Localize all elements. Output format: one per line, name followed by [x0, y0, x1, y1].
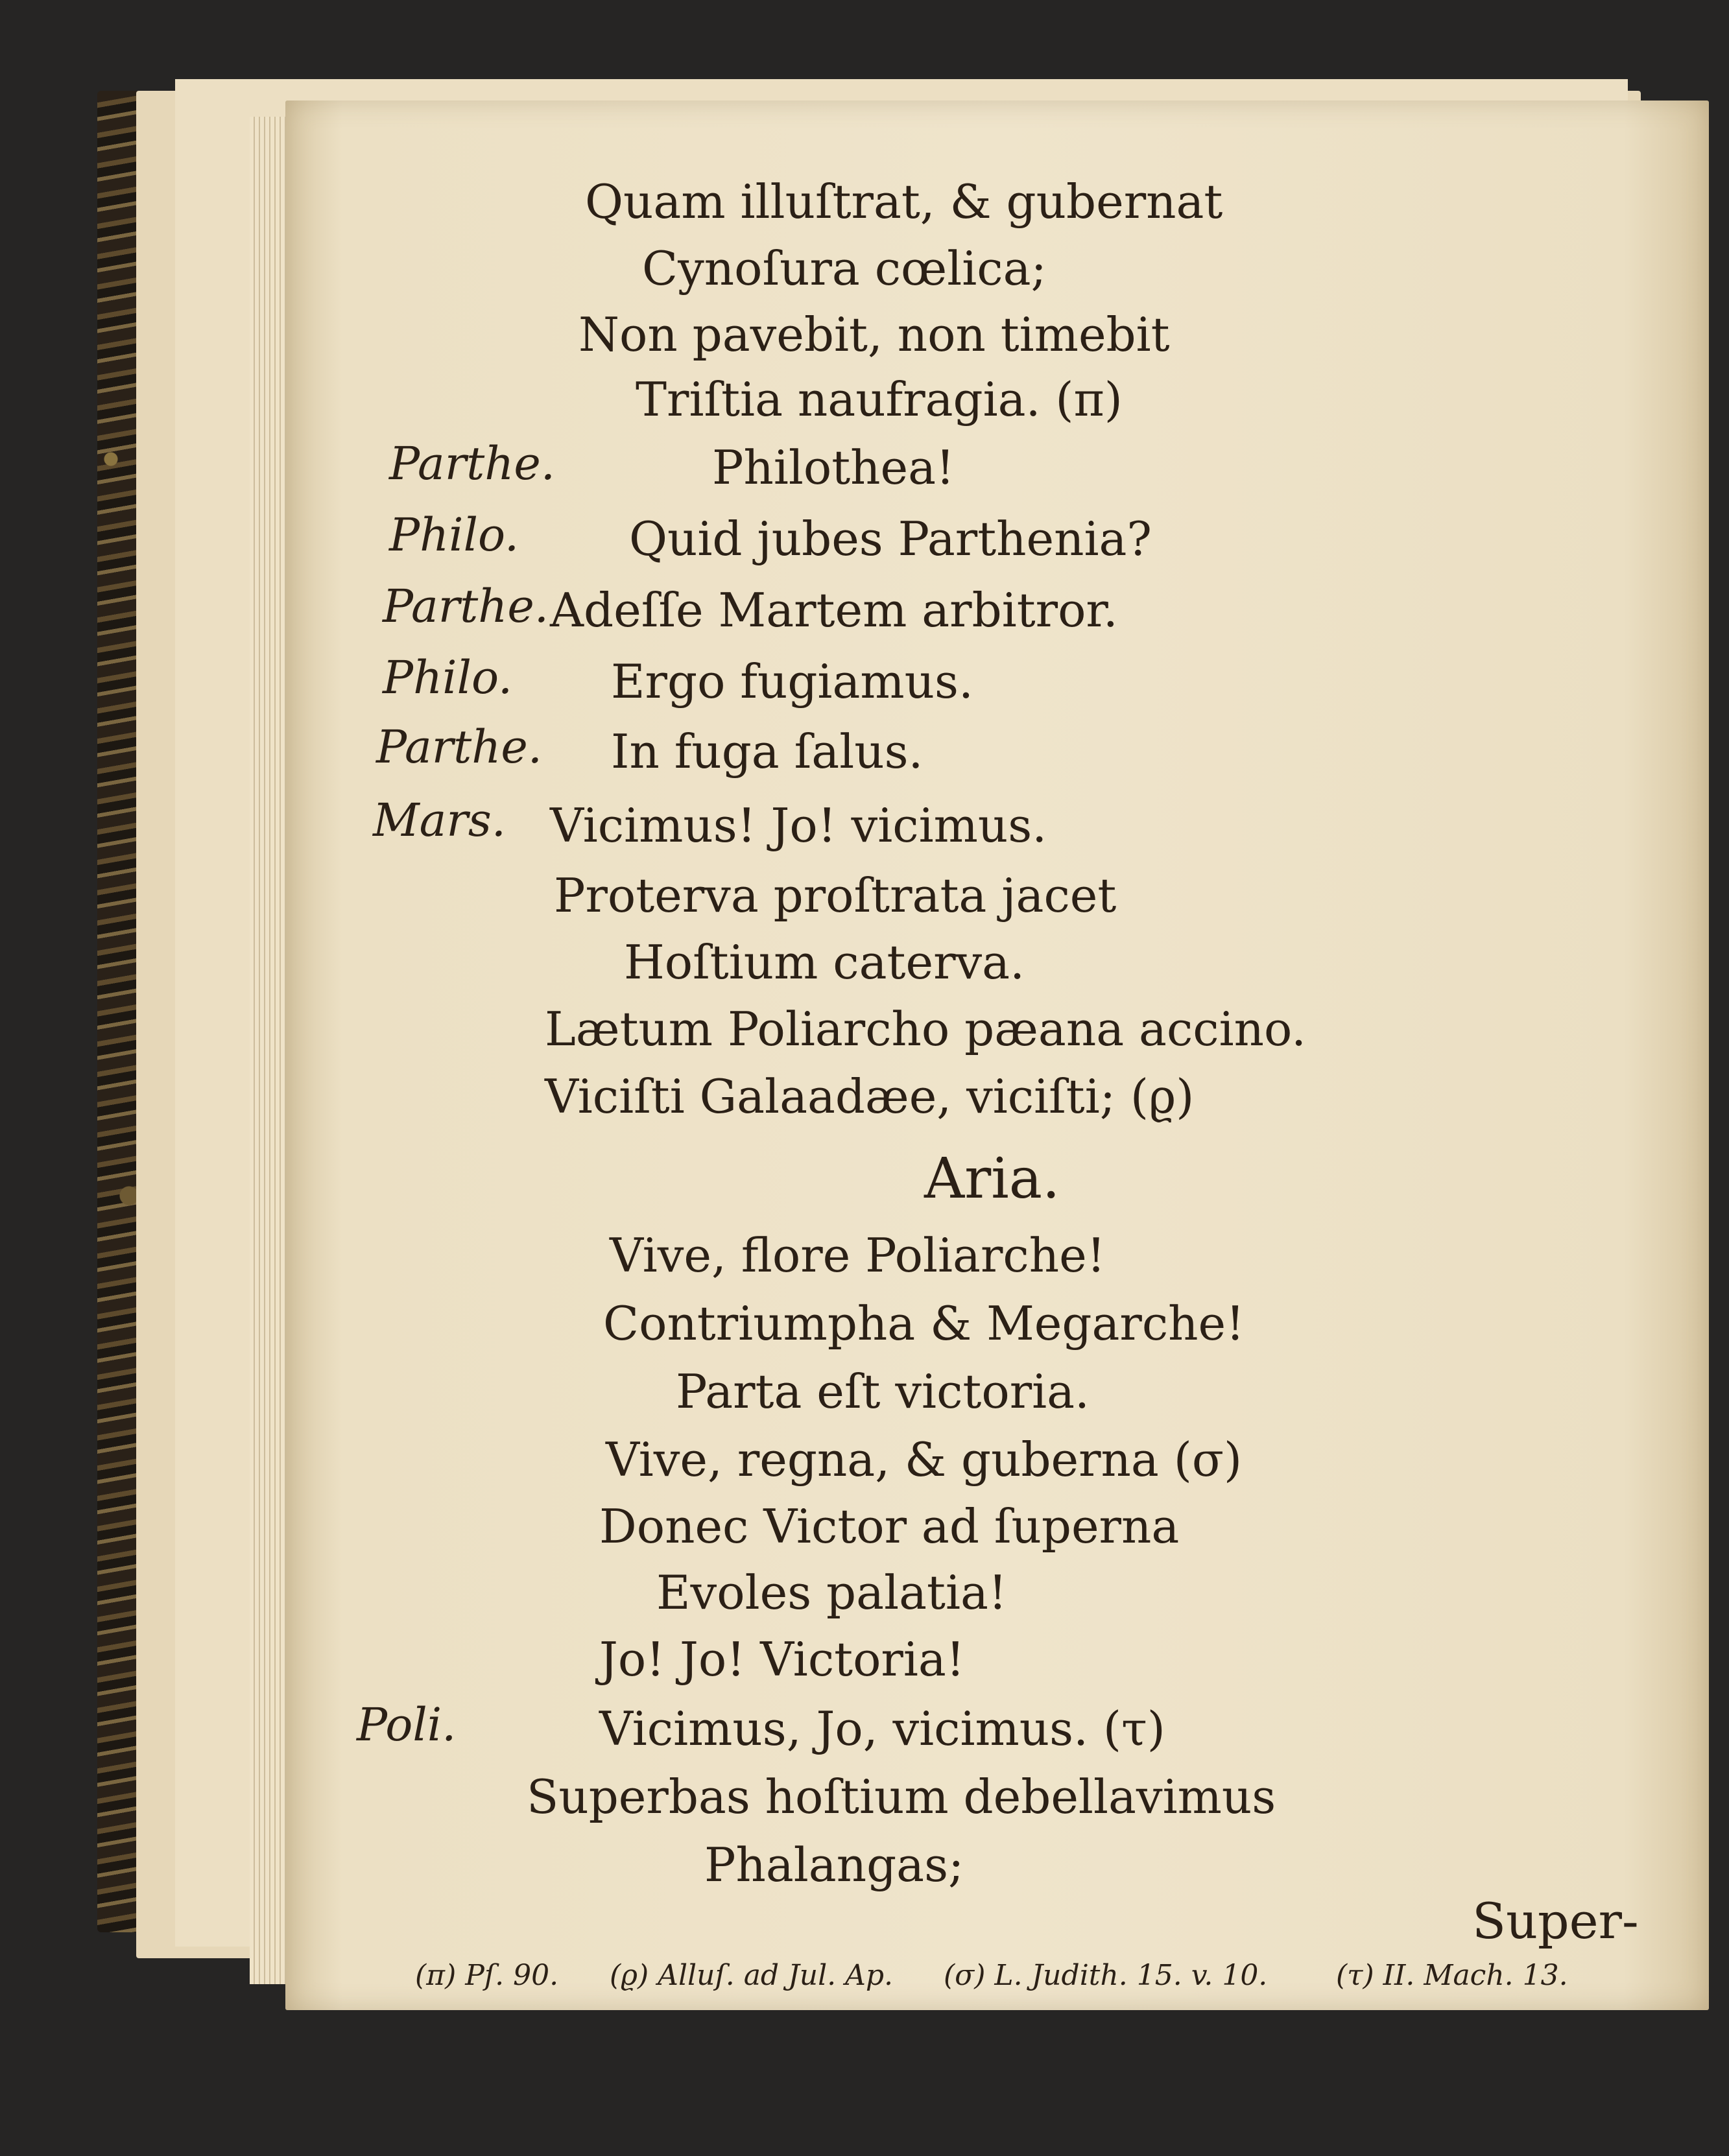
speaker-label: Poli.	[357, 1698, 457, 1751]
footnote: (τ) II. Mach. 13.	[1336, 1959, 1568, 1992]
speaker-label: Parthe.	[383, 580, 549, 633]
speaker-label: Philo.	[389, 508, 519, 562]
footnote: (ϱ) Alluſ. ad Jul. Ap.	[610, 1959, 894, 1992]
verse-line: Jo! Jo! Victoria!	[599, 1632, 965, 1687]
catchword: Super-	[1472, 1892, 1639, 1950]
verse-line: Philothea!	[712, 440, 955, 495]
book-page	[285, 101, 1709, 2010]
aria-heading: Aria.	[924, 1146, 1060, 1211]
verse-line: Quam illuſtrat, & gubernat	[585, 174, 1223, 229]
verse-line: Hoſtium caterva.	[624, 935, 1025, 989]
verse-line: In fuga ſalus.	[611, 724, 924, 779]
speaker-label: Parthe.	[376, 720, 543, 774]
verse-line: Vicimus! Jo! vicimus.	[550, 798, 1047, 853]
verse-line: Proterva proſtrata jacet	[554, 868, 1117, 923]
verse-line: Quid jubes Parthenia?	[629, 512, 1152, 566]
speaker-label: Philo.	[383, 651, 513, 704]
verse-line: Non pavebit, non timebit	[578, 307, 1170, 362]
verse-line: Ergo fugiamus.	[611, 654, 973, 709]
verse-line: Lætum Poliarcho pæana accino.	[545, 1002, 1306, 1056]
footnote: (σ) L. Judith. 15. v. 10.	[944, 1959, 1268, 1992]
speaker-label: Parthe.	[389, 437, 556, 490]
verse-line: Triſtia naufragia. (π)	[636, 372, 1123, 427]
speaker-label: Mars.	[373, 794, 507, 847]
verse-line: Adeſſe Martem arbitror.	[550, 583, 1118, 637]
verse-line: Vicimus, Jo, vicimus. (τ)	[599, 1701, 1165, 1756]
verse-line: Vive, regna, & guberna (σ)	[606, 1432, 1243, 1487]
verse-line: Parta eſt victoria.	[676, 1364, 1090, 1419]
verse-line: Donec Victor ad ſuperna	[599, 1499, 1180, 1554]
verse-line: Cynoſura cœlica;	[642, 241, 1047, 296]
verse-line: Phalangas;	[704, 1838, 964, 1892]
verse-line: Evoles palatia!	[656, 1565, 1007, 1620]
verse-line: Contriumpha & Megarche!	[603, 1296, 1245, 1351]
verse-line: Viciſti Galaadæe, viciſti; (ϱ)	[545, 1069, 1195, 1124]
verse-line: Superbas hoſtium debellavimus	[527, 1770, 1276, 1824]
verse-line: Vive, flore Poliarche!	[610, 1228, 1106, 1283]
footnote: (π) Pſ. 90.	[415, 1959, 559, 1992]
